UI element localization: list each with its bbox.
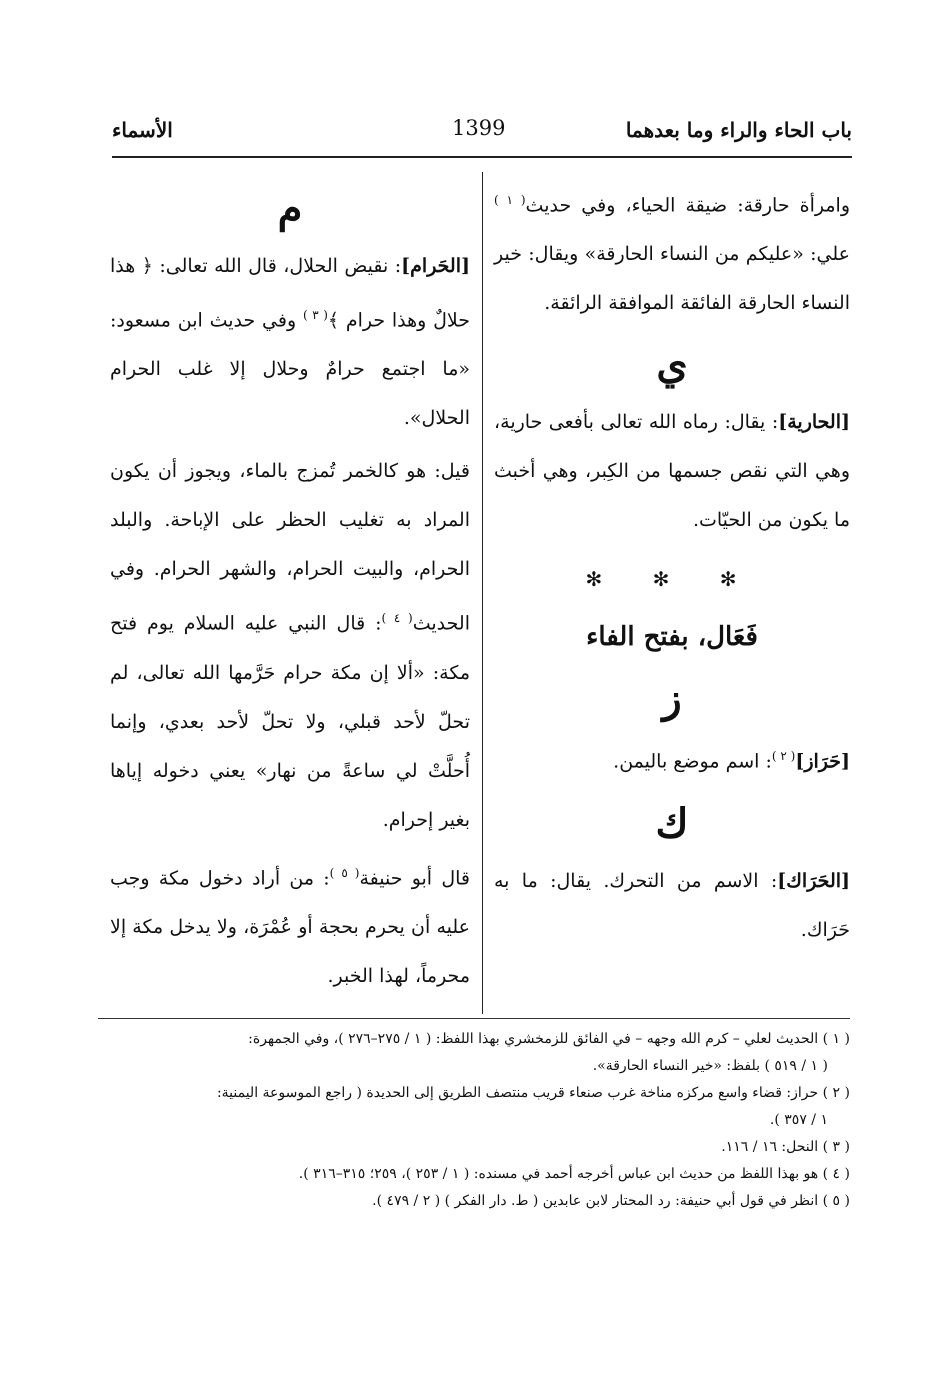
footnote-ref-1[interactable]: ( ١ ) xyxy=(494,193,526,207)
letter-heading-kaf: ك xyxy=(655,799,689,847)
paragraph-abu-hanifa: قال أبو حنيفة$^{( ٥ )}$: من أراد دخول مكة وجب عليه أن يحرم بحجة أو عُمْرَة، ولا يدخل مكة إلا محرماً، لهذا الخبر. xyxy=(110,865,470,987)
entry-term: [حَرَاز] xyxy=(795,750,850,773)
paragraph-harak: [الحَرَاك]: الاسم من التحرك. يقال: ما به حَرَاك. xyxy=(494,869,850,941)
entry-term: [الحارية] xyxy=(778,411,850,434)
right-column xyxy=(494,176,850,959)
footnote-1-continuation: ( ١ / ٥١٩ ) بلفظ: «خير النساء الحارقة». xyxy=(592,1058,828,1074)
paragraph-qila: قيل: هو كالخمر تُمزج بالماء، ويجوز أن يكون المراد به تغليب الحظر على الإباحة. والبلد الحرام، والبيت الحرام، والشهر الحرام. وفي الحديث$^{( ٤ )}$: قال النبي عليه السلام يوم فتح مكة: «ألا إن مكة حرام حَرَّمها الله تعالى، لم تحلّ لأحد قبلي، ولا تحلّ لأحد بعدي، وإنما أُحلَّتْ لي ساعةً من نهار» يعني دخوله إياها بغير إحرام. xyxy=(110,460,470,831)
footnote-5: ( ٥ ) انظر في قول أبي حنيفة: رد المحتار لابن عابدين ( ط. دار الفكر ) ( ٢ / ٤٧٩ ). xyxy=(372,1193,850,1209)
entry-term: [الحَرام] xyxy=(401,255,470,277)
footnote-ref-2[interactable]: ( ٢ ) xyxy=(771,749,796,764)
running-header xyxy=(112,112,852,158)
page-number: 1399 xyxy=(452,116,506,140)
footnote-2-continuation: ١ / ٣٥٧ ). xyxy=(769,1112,828,1128)
paragraph-haariya: [الحارية]: يقال: رماه الله تعالى بأفعى حارية، وهي التي نقص جسمها من الكِبر، وهي أخبث ما يكون من الحيّات. xyxy=(494,411,850,532)
letter-heading-mim: م xyxy=(277,185,303,232)
footnote-ref-4[interactable]: ( ٤ ) xyxy=(381,611,413,626)
footnote-ref-5[interactable]: ( ٥ ) xyxy=(329,865,360,880)
paragraph-haariqa: وامرأة حارقة: ضيقة الحياء، وفي حديث$^{( ١ )}$ علي: «عليكم من النساء الحارقة» ويقال: خير النساء الحارقة الفائقة الموافقة الرائقة. xyxy=(494,193,851,315)
paragraph-haraz: [حَرَاز]$^{( ٢ )}$: اسم موضع باليمن. xyxy=(613,749,850,773)
footnote-4: ( ٤ ) هو بهذا اللفظ من حديث ابن عباس أخرجه أحمد في مسنده: ( ١ / ٢٥٣ )، ٢٥٩؛ ٣١٥–٣١٦ ). xyxy=(298,1166,850,1182)
left-column xyxy=(110,176,470,1005)
paragraph-haram: [الحَرام]: نقيض الحلال، قال الله تعالى: ﴿ هذا حلالٌ وهذا حرام ﴾$^{( ٣ )}$ وفي حديث ابن مسعود: «ما اجتمع حرامٌ وحلال إلا غلب الحرام الحلال». xyxy=(110,255,471,430)
footnote-2: ( ٢ ) حراز: قضاء واسع مركزه مناخة غرب صنعاء قريب منتصف الطريق إلى الحديدة ( راجع الموسوعة اليمنية: xyxy=(216,1085,850,1101)
footnote-1: ( ١ ) الحديث لعلي – كرم الله وجهه – في الفائق للزمخشري بهذا اللفظ: ( ١ / ٢٧٥–٢٧٦ )، وفي الجمهرة: xyxy=(248,1031,850,1047)
section-separator: ✻ ✻ ✻ xyxy=(585,567,759,592)
footnotes xyxy=(98,1026,850,1215)
section-title-header: الأسماء xyxy=(112,118,173,142)
letter-heading-zay: ز xyxy=(662,675,682,723)
column-divider xyxy=(482,172,483,1014)
pattern-heading: فَعَال، بفتح الفاء xyxy=(586,622,758,653)
letter-heading-ya: ي xyxy=(656,341,688,389)
footnote-rule xyxy=(98,1018,850,1019)
footnote-3: ( ٣ ) النحل: ١٦ / ١١٦. xyxy=(721,1139,850,1155)
entry-term: [الحَرَاك] xyxy=(777,869,850,892)
chapter-title: باب الحاء والراء وما بعدهما xyxy=(625,118,852,142)
footnote-ref-3[interactable]: ( ٣ ) xyxy=(302,308,328,322)
